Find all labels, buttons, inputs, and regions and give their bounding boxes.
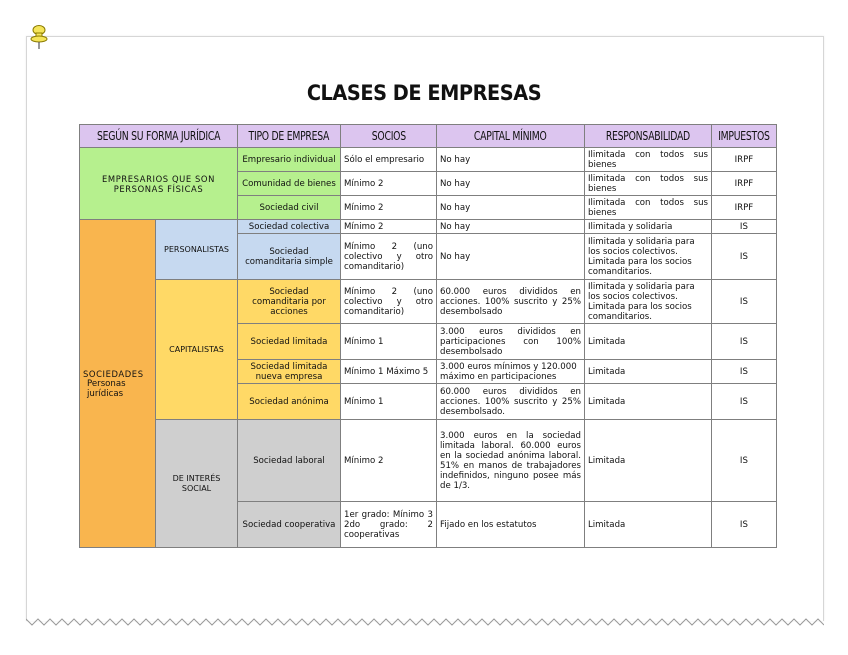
cell-impuestos: IS: [712, 220, 777, 234]
cell-responsabilidad: Ilimitada con todos sus bienes: [585, 172, 712, 196]
cell-impuestos: IS: [712, 280, 777, 324]
cell-responsabilidad: Ilimitada y solidaria para los socios colectivos. Limitada para los socios comanditarios.: [585, 280, 712, 324]
group-personas-fisicas: EMPRESARIOS QUE SON PERSONAS FÍSICAS: [80, 148, 238, 220]
cell-tipo: Sociedad limitada nueva empresa: [238, 360, 341, 384]
cell-tipo: Empresario individual: [238, 148, 341, 172]
header-tipo-empresa: TIPO DE EMPRESA: [238, 125, 341, 148]
cell-socios: Mínimo 2: [341, 220, 437, 234]
header-responsabilidad: RESPONSABILIDAD: [585, 125, 712, 148]
cell-impuestos: IS: [712, 420, 777, 502]
cell-responsabilidad: Limitada: [585, 384, 712, 420]
table-row: [80, 280, 777, 324]
cell-capital: No hay: [437, 220, 585, 234]
cell-tipo: Sociedad colectiva: [238, 220, 341, 234]
cell-responsabilidad: Limitada: [585, 360, 712, 384]
torn-edge-decoration: [26, 616, 824, 628]
cell-tipo: Sociedad civil: [238, 196, 341, 220]
cell-responsabilidad: Limitada: [585, 324, 712, 360]
cell-responsabilidad: Limitada: [585, 502, 712, 548]
cell-tipo: Sociedad comanditaria simple: [238, 234, 341, 280]
header-capital-minimo: CAPITAL MÍNIMO: [437, 125, 585, 148]
pushpin-icon: [28, 24, 50, 50]
cell-impuestos: IS: [712, 360, 777, 384]
group-capitalistas: CAPITALISTAS: [156, 280, 238, 420]
cell-socios: Mínimo 1 Máximo 5: [341, 360, 437, 384]
cell-capital: 60.000 euros divididos en acciones. 100% suscrito y 25% desembolsado.: [437, 384, 585, 420]
cell-capital: Fijado en los estatutos: [437, 502, 585, 548]
page-title: CLASES DE EMPRESAS: [306, 81, 542, 105]
cell-impuestos: IRPF: [712, 196, 777, 220]
cell-socios: Mínimo 2: [341, 420, 437, 502]
cell-capital: No hay: [437, 148, 585, 172]
cell-socios: Mínimo 2: [341, 172, 437, 196]
cell-capital: No hay: [437, 234, 585, 280]
cell-responsabilidad: Ilimitada con todos sus bienes: [585, 196, 712, 220]
cell-capital: 3.000 euros divididos en participaciones con 100% desembolsado: [437, 324, 585, 360]
cell-tipo: Sociedad anónima: [238, 384, 341, 420]
cell-socios: Mínimo 2: [341, 196, 437, 220]
table-row: [80, 148, 777, 172]
table-header-row: [80, 125, 777, 148]
cell-responsabilidad: Ilimitada con todos sus bienes: [585, 148, 712, 172]
group-sociedades: [80, 220, 156, 548]
cell-socios: 1er grado: Mínimo 3 2do grado: 2 cooperativas: [341, 502, 437, 548]
cell-capital: 3.000 euros mínimos y 120.000 máximo en participaciones: [437, 360, 585, 384]
cell-impuestos: IS: [712, 502, 777, 548]
header-impuestos: IMPUESTOS: [712, 125, 777, 148]
cell-impuestos: IS: [712, 324, 777, 360]
group-sociedades-title: SOCIEDADES: [83, 368, 144, 379]
cell-impuestos: IRPF: [712, 148, 777, 172]
cell-capital: 3.000 euros en la sociedad limitada laboral. 60.000 euros en la sociedad anónima laboral. 51% en manos de trabajadores indefinidos, ninguno posee más de 1/3.: [437, 420, 585, 502]
cell-socios: Mínimo 2 (uno colectivo y otro comanditario): [341, 280, 437, 324]
cell-responsabilidad: Ilimitada y solidaria para los socios colectivos. Limitada para los socios comanditarios.: [585, 234, 712, 280]
company-types-table: [79, 124, 777, 548]
header-forma-juridica: SEGÚN SU FORMA JURÍDICA: [80, 125, 238, 148]
group-interes-social: DE INTERÉS SOCIAL: [156, 420, 238, 548]
cell-socios: Mínimo 2 (uno colectivo y otro comanditario): [341, 234, 437, 280]
cell-socios: Mínimo 1: [341, 384, 437, 420]
cell-impuestos: IS: [712, 234, 777, 280]
cell-tipo: Sociedad limitada: [238, 324, 341, 360]
cell-capital: No hay: [437, 172, 585, 196]
cell-tipo: Sociedad cooperativa: [238, 502, 341, 548]
group-personalistas: PERSONALISTAS: [156, 220, 238, 280]
table-row: [80, 220, 777, 234]
cell-capital: No hay: [437, 196, 585, 220]
table-row: [80, 420, 777, 502]
cell-impuestos: IRPF: [712, 172, 777, 196]
cell-impuestos: IS: [712, 384, 777, 420]
header-socios: SOCIOS: [341, 125, 437, 148]
cell-tipo: Sociedad comanditaria por acciones: [238, 280, 341, 324]
group-sociedades-subtitle: Personas jurídicas: [87, 378, 126, 399]
cell-capital: 60.000 euros divididos en acciones. 100% suscrito y 25% desembolsado: [437, 280, 585, 324]
cell-socios: Sólo el empresario: [341, 148, 437, 172]
cell-responsabilidad: Limitada: [585, 420, 712, 502]
cell-responsabilidad: Ilimitada y solidaria: [585, 220, 712, 234]
cell-tipo: Comunidad de bienes: [238, 172, 341, 196]
cell-socios: Mínimo 1: [341, 324, 437, 360]
cell-tipo: Sociedad laboral: [238, 420, 341, 502]
